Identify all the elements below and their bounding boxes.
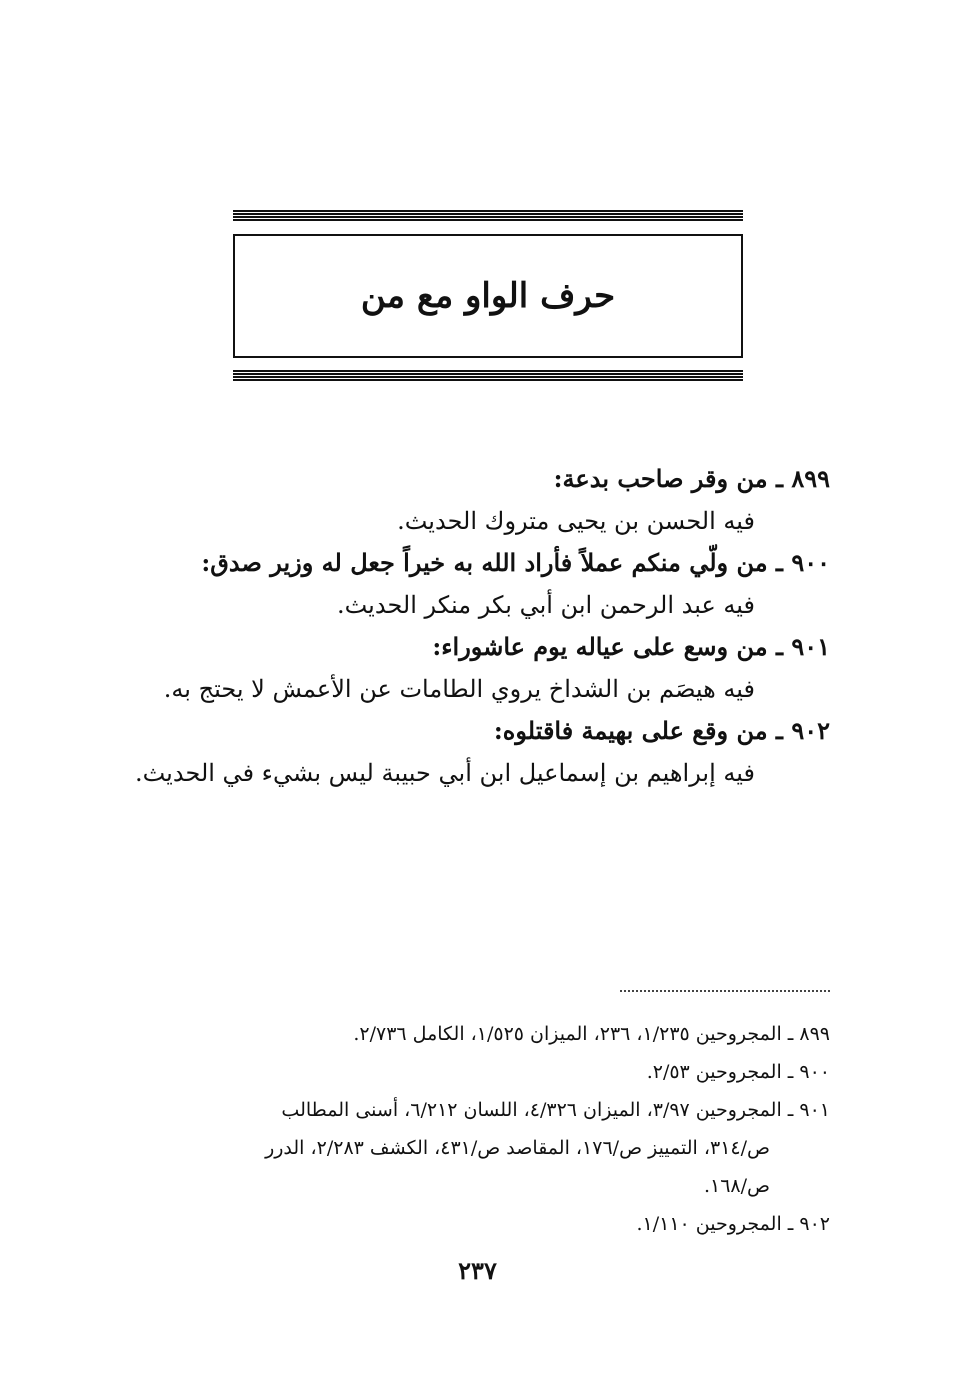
chapter-title: حرف الواو مع من <box>360 276 616 316</box>
entry-902-comment: فيه إبراهيم بن إسماعيل ابن أبي حبيبة ليس بشيء في الحديث. <box>134 759 755 787</box>
footnote-900: ٩٠٠ ـ المجروحين ٢/٥٣. <box>646 1061 830 1083</box>
footnote-901-end: ص/١٦٨. <box>703 1175 770 1197</box>
footnote-901: ٩٠١ ـ المجروحين ٣/٩٧، الميزان ٤/٣٢٦، اللسان ٦/٢١٢، أسنى المطالب <box>281 1099 830 1121</box>
top-ornamental-rule <box>233 210 743 222</box>
entry-901-heading: ٩٠١ ـ من وسع على عياله يوم عاشوراء: <box>432 632 830 661</box>
footnote-901-continued: ص/٣١٤، التمييز ص/١٧٦، المقاصد ص/٤٣١، الكشف ٢/٢٨٣، الدرر <box>265 1137 770 1159</box>
entry-901-comment: فيه هيصَم بن الشداخ يروي الطامات عن الأعمش لا يحتج به. <box>163 675 755 703</box>
chapter-title-frame <box>233 210 743 382</box>
entry-899-comment: فيه الحسن بن يحيى متروك الحديث. <box>397 507 755 535</box>
entry-899-heading: ٨٩٩ ـ من وقر صاحب بدعة: <box>553 464 830 493</box>
footnote-899: ٨٩٩ ـ المجروحين ١/٢٣٥، ٢٣٦، الميزان ١/٥٢٥، الكامل ٢/٧٣٦. <box>353 1023 830 1045</box>
entry-902-heading: ٩٠٢ ـ من وقع على بهيمة فاقتلوه: <box>493 716 830 745</box>
hadith-entries <box>110 458 830 794</box>
footnotes <box>140 1015 830 1243</box>
page-number: ٢٣٧ <box>458 1256 497 1285</box>
chapter-title-box <box>233 234 743 358</box>
footnote-separator <box>620 990 830 992</box>
entry-900-comment: فيه عبد الرحمن ابن أبي بكر منكر الحديث. <box>336 591 755 619</box>
footnote-902: ٩٠٢ ـ المجروحين ١/١١٠. <box>636 1213 830 1235</box>
bottom-ornamental-rule <box>233 370 743 382</box>
entry-900-heading: ٩٠٠ ـ من ولّي منكم عملاً فأراد الله به خيراً جعل له وزير صدق: <box>201 548 830 577</box>
